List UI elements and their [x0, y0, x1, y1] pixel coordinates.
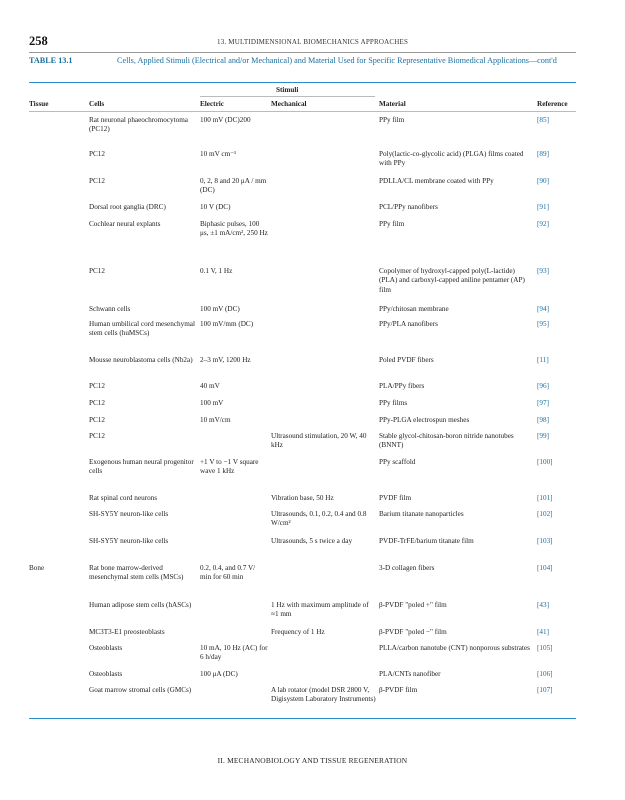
- cell-electric: 0.2, 0.4, and 0.7 V/ min for 60 min: [200, 564, 256, 582]
- cell-reference: [103]: [537, 537, 553, 545]
- cell-electric: 100 mV: [200, 399, 224, 407]
- cell-electric: 40 mV: [200, 382, 220, 390]
- cell-reference: [98]: [537, 416, 549, 424]
- cell-reference: [101]: [537, 494, 553, 502]
- col-header-reference: Reference: [537, 100, 568, 108]
- cell-cells: MC3T3-E1 preosteoblasts: [89, 628, 165, 636]
- cell-reference: [96]: [537, 382, 549, 390]
- cell-reference: [99]: [537, 432, 549, 440]
- cell-electric: +1 V to −1 V square wave 1 kHz: [200, 458, 259, 476]
- cell-cells: Schwann cells: [89, 305, 131, 313]
- cell-reference: [107]: [537, 686, 553, 694]
- table-bottom-rule: [29, 718, 576, 719]
- cell-material: PVDF-TrFE/barium titanate film: [379, 537, 474, 545]
- cell-reference: [95]: [537, 320, 549, 328]
- cell-cells: Mousse neuroblastoma cells (Nb2a): [89, 356, 193, 364]
- cell-mechanical: 1 Hz with maximum amplitude of ≈1 mm: [271, 601, 369, 619]
- cell-material: PPy film: [379, 116, 405, 124]
- cell-material: PPy films: [379, 399, 408, 407]
- cell-reference: [105]: [537, 644, 553, 652]
- cell-reference: [93]: [537, 267, 549, 275]
- cell-material: PVDF film: [379, 494, 412, 502]
- cell-mechanical: Ultrasound stimulation, 20 W, 40 kHz: [271, 432, 367, 450]
- stimuli-header: Stimuli: [276, 86, 299, 94]
- cell-material: Poled PVDF fibers: [379, 356, 434, 364]
- cell-material: PPy/PLA nanofibers: [379, 320, 438, 328]
- cell-cells: Human umbilical cord mesenchymal stem cells (huMSCs): [89, 320, 195, 338]
- cell-cells: PC12: [89, 432, 105, 440]
- table-label: TABLE 13.1: [29, 56, 73, 65]
- cell-material: PLA/PPy fibers: [379, 382, 425, 390]
- running-title: 13. MULTIDIMENSIONAL BIOMECHANICS APPROACHES: [217, 38, 409, 46]
- cell-mechanical: Vibration base, 50 Hz: [271, 494, 334, 502]
- cell-material: PLA/CNTs nanofiber: [379, 670, 441, 678]
- col-header-cells: Cells: [89, 100, 105, 108]
- cell-cells: Exogenous human neural progenitor cells: [89, 458, 194, 476]
- cell-reference: [11]: [537, 356, 549, 364]
- cell-material: PCL/PPy nanofibers: [379, 203, 438, 211]
- cell-material: Poly(lactic-co-glycolic acid) (PLGA) films coated with PPy: [379, 150, 524, 168]
- cell-cells: Rat spinal cord neurons: [89, 494, 158, 502]
- cell-reference: [104]: [537, 564, 553, 572]
- cell-electric: 100 mV (DC): [200, 305, 240, 313]
- cell-mechanical: A lab rotator (model DSR 2800 V, Digisystem Laboratory Instruments): [271, 686, 376, 704]
- cell-cells: Osteoblasts: [89, 644, 123, 652]
- cell-reference: [91]: [537, 203, 549, 211]
- col-header-electric: Electric: [200, 100, 224, 108]
- col-header-tissue: Tissue: [29, 100, 49, 108]
- cell-cells: SH-SY5Y neuron-like cells: [89, 510, 169, 518]
- cell-electric: 100 mV (DC)200: [200, 116, 251, 124]
- cell-reference: [85]: [537, 116, 549, 124]
- cell-cells: Rat neuronal phaeochromocytoma (PC12): [89, 116, 188, 134]
- table-caption-text: Cells, Applied Stimuli (Electrical and/or Mechanical) and Material Used for Specific Representative Biomedical Applications—cont'd: [117, 56, 557, 65]
- cell-cells: SH-SY5Y neuron-like cells: [89, 537, 169, 545]
- cell-material: 3-D collagen fibers: [379, 564, 435, 572]
- cell-electric: 10 mV cm⁻¹: [200, 150, 237, 158]
- cell-reference: [92]: [537, 220, 549, 228]
- cell-material: PDLLA/CL membrane coated with PPy: [379, 177, 494, 185]
- cell-electric: 10 V (DC): [200, 203, 231, 211]
- cell-material: β-PVDF "poled −" film: [379, 628, 447, 636]
- cell-material: β-PVDF film: [379, 686, 418, 694]
- cell-reference: [94]: [537, 305, 549, 313]
- cell-electric: Biphasic pulses, 100 μs, ±1 mA/cm², 250 Hz: [200, 220, 268, 238]
- cell-material: Stable glycol-chitosan-boron nitride nanotubes (BNNT): [379, 432, 514, 450]
- cell-reference: [43]: [537, 601, 549, 609]
- cell-cells: Cochlear neural explants: [89, 220, 161, 228]
- cell-electric: 100 mV/mm (DC): [200, 320, 254, 328]
- cell-material: Barium titanate nanoparticles: [379, 510, 464, 518]
- cell-material: PPy film: [379, 220, 405, 228]
- page-footer: II. MECHANOBIOLOGY AND TISSUE REGENERATION: [217, 756, 408, 765]
- cell-reference: [97]: [537, 399, 549, 407]
- cell-cells: PC12: [89, 177, 105, 185]
- cell-cells: Rat bone marrow-derived mesenchymal stem cells (MSCs): [89, 564, 184, 582]
- cell-cells: PC12: [89, 267, 105, 275]
- cell-electric: 10 mA, 10 Hz (AC) for 6 h/day: [200, 644, 268, 662]
- cell-mechanical: Ultrasounds, 0.1, 0.2, 0.4 and 0.8 W/cm²: [271, 510, 367, 528]
- cell-material: PPy-PLGA electrospun meshes: [379, 416, 470, 424]
- cell-reference: [90]: [537, 177, 549, 185]
- cell-cells: PC12: [89, 399, 105, 407]
- cell-reference: [41]: [537, 628, 549, 636]
- cell-reference: [89]: [537, 150, 549, 158]
- cell-cells: PC12: [89, 416, 105, 424]
- page-number: 258: [29, 34, 48, 48]
- cell-cells: Human adipose stem cells (hASCs): [89, 601, 192, 609]
- cell-cells: PC12: [89, 150, 105, 158]
- cell-electric: 10 mV/cm: [200, 416, 231, 424]
- cell-reference: [100]: [537, 458, 553, 466]
- cell-electric: 2–3 mV, 1200 Hz: [200, 356, 251, 364]
- cell-mechanical: Ultrasounds, 5 s twice a day: [271, 537, 353, 545]
- col-header-mechanical: Mechanical: [271, 100, 307, 108]
- cell-electric: 0, 2, 8 and 20 μA / mm (DC): [200, 177, 267, 195]
- cell-mechanical: Frequency of 1 Hz: [271, 628, 325, 636]
- cell-material: PPy/chitosan membrane: [379, 305, 449, 313]
- cell-cells: Goat marrow stromal cells (GMCs): [89, 686, 192, 694]
- cell-material: β-PVDF "poled +" film: [379, 601, 447, 609]
- cell-reference: [102]: [537, 510, 553, 518]
- cell-tissue: Bone: [29, 564, 45, 572]
- cell-cells: PC12: [89, 382, 105, 390]
- cell-material: PPy scaffold: [379, 458, 416, 466]
- cell-electric: 0.1 V, 1 Hz: [200, 267, 233, 275]
- cell-material: PLLA/carbon nanotube (CNT) nonporous substrates: [379, 644, 530, 652]
- cell-material: Copolymer of hydroxyl-capped poly(L-lactide) (PLA) and carboxyl-capped aniline pentamer (AP) film: [379, 267, 525, 294]
- cell-cells: Dorsal root ganglia (DRC): [89, 203, 166, 211]
- col-header-material: Material: [379, 100, 406, 108]
- cell-reference: [106]: [537, 670, 553, 678]
- cell-electric: 100 μA (DC): [200, 670, 238, 678]
- cell-cells: Osteoblasts: [89, 670, 123, 678]
